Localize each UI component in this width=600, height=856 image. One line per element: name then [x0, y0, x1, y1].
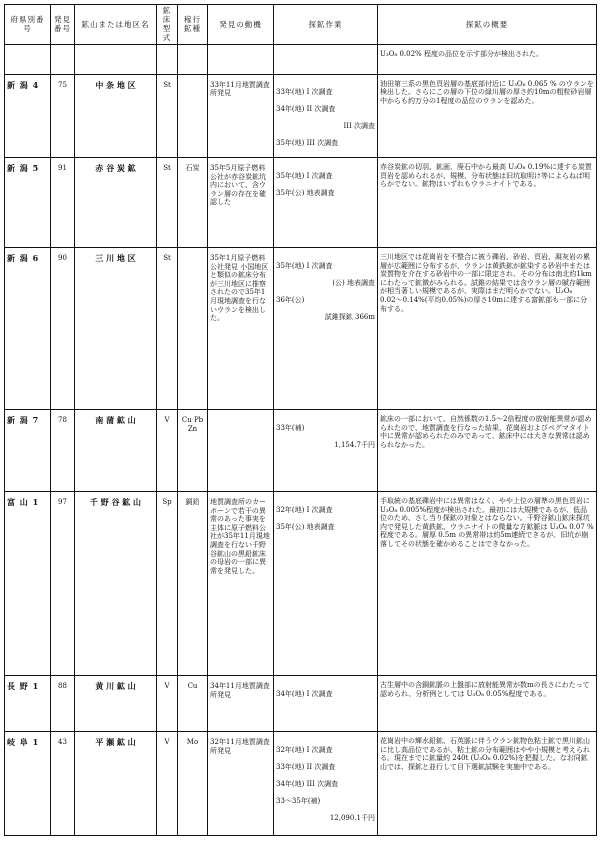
find-number: 91 — [51, 158, 75, 248]
exploration-work — [274, 158, 378, 248]
find-number — [51, 44, 75, 74]
work-line: 35年(地) III 次調査 — [276, 139, 339, 148]
work-line: 34年(地) III 次調査 — [276, 780, 339, 788]
exploration-summary: 鉱床の一部において、自然係数の1.5〜2倍程度の放射能異常が認められたので、地質調査を行なった結果、花崗岩およびペグマタイト中に異常が認められたのみであって、鉱床中には大きな異常は認められなかった。 — [378, 410, 597, 492]
exploration-summary: 三川地区では花崗岩を不整合に被う礫岩、砂岩、頁岩、凝灰岩の累層が広範囲に分布するが、ウランは黄鉄鉱が鉱染する砂岩中または炭質物を介在する砂岩中の一部に限定され、その分布は南北約1kmにわたって鉱徴がみられる。試錐の結果では含ウラン層の賦存範囲が相当著しい規模であるが、実際はまだ明らかでない。U₃O₈ 0.02〜0.14%(平均0.05%)の厚さ10mに達する富鉱部も一部に分布する。 — [378, 248, 597, 410]
exploration-work — [274, 732, 378, 836]
header-summary: 探鉱の概要 — [378, 5, 597, 45]
table-row — [5, 492, 597, 676]
header-motive: 発見の動機 — [208, 5, 274, 45]
work-line: 35年(公) 地表調査 — [276, 188, 335, 197]
find-number: 88 — [51, 676, 75, 732]
mine-type — [178, 74, 208, 158]
deposit-type: V — [157, 676, 178, 732]
pref-number: 岐 阜 1 — [5, 732, 51, 836]
table-row — [5, 248, 597, 410]
mine-name: 赤 谷 炭 鉱 — [75, 158, 157, 248]
work-line: 33年(地) II 次調査 — [276, 762, 336, 771]
header-mine-name: 鉱山または地区名 — [75, 5, 157, 45]
exploration-work — [274, 492, 378, 676]
pref-number: 新 潟 4 — [5, 74, 51, 158]
mine-name: 黄 川 鉱 山 — [75, 676, 157, 732]
mine-name: 千 野 谷 鉱 山 — [75, 492, 157, 676]
header-mine-type: 稼行鉱種 — [178, 5, 208, 45]
pref-number — [5, 44, 51, 74]
deposit-type — [157, 44, 178, 74]
mine-name: 中 条 地 区 — [75, 74, 157, 158]
exploration-summary: 花崗岩中の輝水鉛鉱、石英脈に伴うウラン鉱物色粘土鉱で黒川鉱山に比し高品位であるが、粘土鉱の分布範囲はやや小規模と考えられる。現在までに鉱量約 240t (U₃O₈ 0.02%)を把握した。なお同鉱山では、探鉱と並行して目下選鉱試験を実施中である。 — [378, 732, 597, 836]
exploration-summary: U₃O₈ 0.02% 程度の品位を示す部分が検出された。 — [378, 44, 597, 74]
work-line: 36年(公) — [276, 296, 305, 304]
work-line: 12,090.1千円 — [329, 814, 375, 823]
deposit-type: St — [157, 248, 178, 410]
deposit-type: St — [157, 158, 178, 248]
work-line: 32年(地) I 次調査 — [276, 745, 333, 754]
work-line: 34年(地) II 次調査 — [276, 105, 336, 114]
deposit-type: Sp — [157, 492, 178, 676]
mine-name: 三 川 地 区 — [75, 248, 157, 410]
find-number: 90 — [51, 248, 75, 410]
exploration-work — [274, 74, 378, 158]
work-line: 33年(地) I 次調査 — [276, 88, 333, 97]
discovery-motive: 34年11月地質調査所発見 — [208, 676, 274, 732]
work-line: III 次調査 — [343, 122, 375, 131]
deposit-type: V — [157, 410, 178, 492]
deposit-type: St — [157, 74, 178, 158]
mine-name: 平 瀬 鉱 山 — [75, 732, 157, 836]
exploration-work — [274, 44, 378, 74]
find-number: 97 — [51, 492, 75, 676]
mine-type: 銅鉛 — [178, 492, 208, 676]
mine-name — [75, 44, 157, 74]
pref-number: 新 潟 7 — [5, 410, 51, 492]
table-row — [5, 410, 597, 492]
work-line: 32年(地) I 次調査 — [276, 505, 333, 514]
header-find-number: 発見番号 — [51, 5, 75, 45]
work-line: 33〜35年(補) — [276, 797, 321, 806]
header-work: 探鉱作業 — [274, 5, 378, 45]
mine-type: Cu — [178, 676, 208, 732]
work-line: 35年(地) I 次調査 — [276, 261, 333, 270]
work-line: 1,154.7千円 — [334, 440, 375, 449]
pref-number: 長 野 1 — [5, 676, 51, 732]
find-number: 75 — [51, 74, 75, 158]
deposit-type: V — [157, 732, 178, 836]
header-deposit-type: 鉱床型式 — [157, 5, 178, 45]
discovery-motive: 35年5月原子燃料公社が赤谷炭鉱坑内において、含ウラン層の存在を確認した — [208, 158, 274, 248]
discovery-motive: 地質調査所のカーボーンで若干の異常のあった事実を主体に原子燃料公社が35年11月現地調査を行ない千野谷鉱山の黒鉛鉱床の母岩の一部に異常を発見した。 — [208, 492, 274, 676]
pref-number: 新 潟 6 — [5, 248, 51, 410]
work-line: 試錐探鉱 366m — [324, 313, 375, 322]
discovery-motive — [208, 410, 274, 492]
table-row — [5, 44, 597, 74]
table-row — [5, 676, 597, 732]
pref-number: 富 山 1 — [5, 492, 51, 676]
exploration-work — [274, 410, 378, 492]
discovery-motive — [208, 44, 274, 74]
work-line: 35年(地) I 次調査 — [276, 171, 333, 180]
mine-type: Cu Pb Zn — [178, 410, 208, 492]
header-pref-number: 府県別番号 — [5, 5, 51, 45]
exploration-work — [274, 248, 378, 410]
work-line: 33年(補) — [276, 423, 305, 432]
mine-type — [178, 44, 208, 74]
table-header-row — [5, 5, 597, 45]
exploration-summary: 油田第三系の黒色頁岩層の基底部付近に U₃O₈ 0.065 % のウランを検出した。さらにこの層の下位の緑川層の厚さ約10mの粗粒砂岩層中からも約万分の1程度の品位のウランを認めた。 — [378, 74, 597, 158]
work-line: 35年(公) 地表調査 — [276, 522, 335, 531]
work-line: (公) 地表調査 — [332, 278, 375, 287]
exploration-summary: 古生層中の含銅鉱脈の上盤部に放射能異常が数mの長さにわたって認められ、分析例としては U₃O₈ 0.05%程度である。 — [378, 676, 597, 732]
table-row — [5, 732, 597, 836]
mine-type — [178, 248, 208, 410]
exploration-summary: 手取統の基底礫岩中には異常はなく、やや上位の層準の黒色頁岩に U₃O₈ 0.005%程度が検出された。最初には大規模であるが、低品位のため、さし当り探鉱の対象とはならない。千野谷鉱山鉱床探坑内で発見した黄鉄鉱、ウラニナイトの微量な方鉱脈は U₃O₈ 0.07 % 程度である。層厚 0.5m の異常帯は約5m連続できるが、旧坑が崩落してその状態を確かめることはできなかった。 — [378, 492, 597, 676]
uranium-exploration-table — [4, 4, 597, 836]
mine-name: 南 蒲 鉱 山 — [75, 410, 157, 492]
mine-type: 石炭 — [178, 158, 208, 248]
discovery-motive: 32年11月地質調査所発見 — [208, 732, 274, 836]
pref-number: 新 潟 5 — [5, 158, 51, 248]
discovery-motive: 33年11月地質調査所発見 — [208, 74, 274, 158]
find-number: 43 — [51, 732, 75, 836]
work-line: 34年(地) I 次調査 — [276, 689, 333, 698]
exploration-summary: 赤谷炭鉱の切羽、鉱画、廃石中から最高 U₃O₈ 0.19%に達する炭質頁岩を認められるが、規模、分布状態は旧坑取明け等によらねば明らかでない。鉱物はいずれもウラニナイトである。 — [378, 158, 597, 248]
table-row — [5, 158, 597, 248]
discovery-motive: 35年1月原子燃料公社発見 小国地区と類似の鉱床分布が三川地区に推察されたので35年1月現地調査を行ないウランを検出した。 — [208, 248, 274, 410]
find-number: 78 — [51, 410, 75, 492]
exploration-work — [274, 676, 378, 732]
mine-type: Mo — [178, 732, 208, 836]
table-row — [5, 74, 597, 158]
